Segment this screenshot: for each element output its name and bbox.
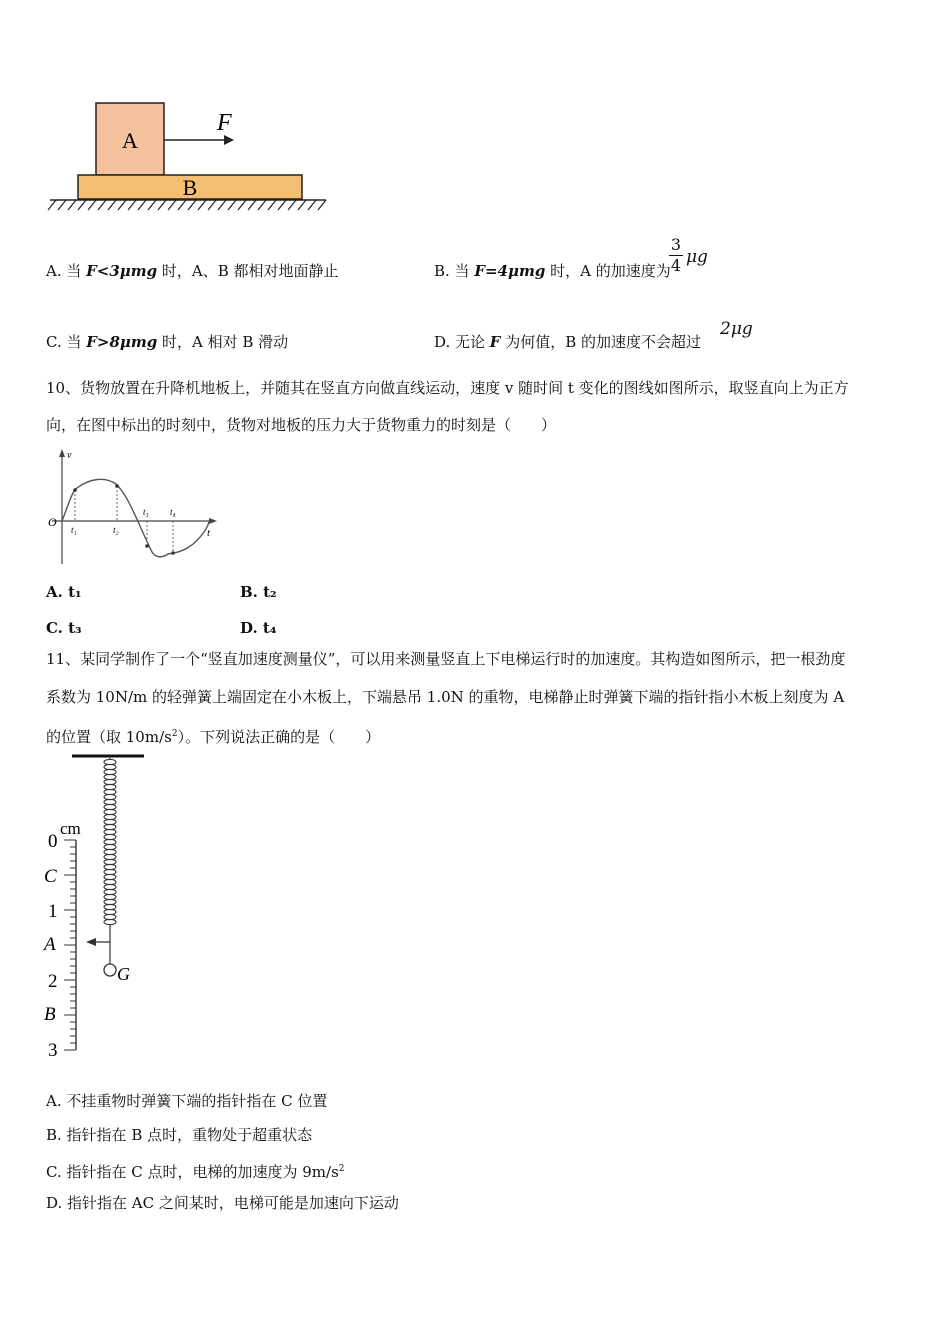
scale-label-3: 3 — [48, 1040, 58, 1061]
q9-option-b: B. 当 F=4μmg 时，A 的加速度为 — [434, 262, 671, 280]
block-force-figure — [44, 100, 334, 215]
t3-point — [145, 544, 149, 548]
spring-scale-figure — [40, 750, 170, 1065]
t3-label: t₃ — [143, 507, 149, 517]
q9-option-b-mug: μg — [686, 247, 708, 267]
q11-stem-line2: 系数为 10N/m 的轻弹簧上端固定在小木板上，下端悬吊 1.0N 的重物，电梯静止时弹簧下端的指针指小木板上刻度为 A — [46, 688, 845, 706]
block-b-label: B — [182, 175, 198, 200]
block-a-label: A — [122, 128, 138, 153]
q10-option-b: B. t₂ — [240, 583, 277, 601]
q9-option-a: A. 当 F<3μmg 时，A、B 都相对地面静止 — [46, 262, 339, 280]
q10-option-c: C. t₃ — [46, 619, 82, 637]
q11-option-c: C. 指针指在 C 点时，电梯的加速度为 $9m/s^2$ — [46, 1163, 345, 1181]
weight-label: G — [117, 964, 130, 984]
q9-option-b-fraction — [669, 236, 683, 275]
t-axis-arrow — [209, 518, 217, 524]
scale-label-a: A — [44, 934, 56, 955]
scale-label-0: 0 — [48, 831, 58, 852]
q9-option-d: D. 无论 F 为何值，B 的加速度不会超过 — [434, 333, 702, 351]
t2-label: t₂ — [113, 525, 119, 535]
q11-option-a: A. 不挂重物时弹簧下端的指针指在 C 位置 — [46, 1092, 328, 1110]
force-label: F — [217, 110, 232, 136]
q11-option-b: B. 指针指在 B 点时，重物处于超重状态 — [46, 1126, 313, 1144]
q10-stem-line1: 10、货物放置在升降机地板上，并随其在竖直方向做直线运动，速度 v 随时间 t 变化的图线如图所示，取竖直向上为正方 — [46, 379, 849, 397]
q9-option-c: C. 当 F>8μmg 时，A 相对 B 滑动 — [46, 333, 289, 351]
velocity-curve — [62, 479, 209, 556]
t-axis-label: t — [207, 527, 211, 539]
q11-option-d: D. 指针指在 AC 之间某时，电梯可能是加速向下运动 — [46, 1194, 399, 1212]
t4-point — [171, 551, 175, 555]
scale-label-b: B — [44, 1004, 56, 1025]
force-arrowhead — [224, 135, 234, 145]
t1-label: t₁ — [71, 525, 77, 535]
q11-stem-line3: 的位置（取 $10m/s^2$）。下列说法正确的是（ ） — [46, 728, 381, 746]
fraction-denominator: 4 — [670, 256, 682, 275]
q10-option-a: A. t₁ — [46, 583, 82, 601]
t1-point — [73, 488, 77, 492]
scale-label-c: C — [44, 866, 57, 887]
ruler-ticks — [64, 840, 76, 1050]
q11-stem-line1: 11、某同学制作了一个“竖直加速度测量仪”，可以用来测量竖直上下电梯运行时的加速度。其构造如图所示，把一根劲度 — [46, 650, 846, 668]
v-axis-label: v — [67, 450, 72, 461]
v-axis-arrow — [59, 449, 65, 457]
ground-hatch — [48, 200, 326, 210]
t2-point — [115, 484, 119, 488]
q10-stem-line2: 向，在图中标出的时刻中，货物对地板的压力大于货物重力的时刻是（ ） — [46, 416, 557, 434]
scale-label-1: 1 — [48, 901, 58, 922]
t4-label: t₄ — [170, 507, 176, 517]
weight-g — [104, 964, 116, 976]
spring — [104, 756, 116, 925]
origin-label: O — [48, 515, 57, 529]
q9-option-d-2mug: 2μg — [720, 319, 753, 339]
scale-label-2: 2 — [48, 971, 58, 992]
q10-option-d: D. t₄ — [240, 619, 277, 637]
fraction-numerator: 3 — [670, 235, 682, 254]
scale-unit: cm — [60, 819, 81, 838]
pointer-arrowhead — [86, 938, 96, 946]
velocity-time-graph — [44, 446, 224, 571]
